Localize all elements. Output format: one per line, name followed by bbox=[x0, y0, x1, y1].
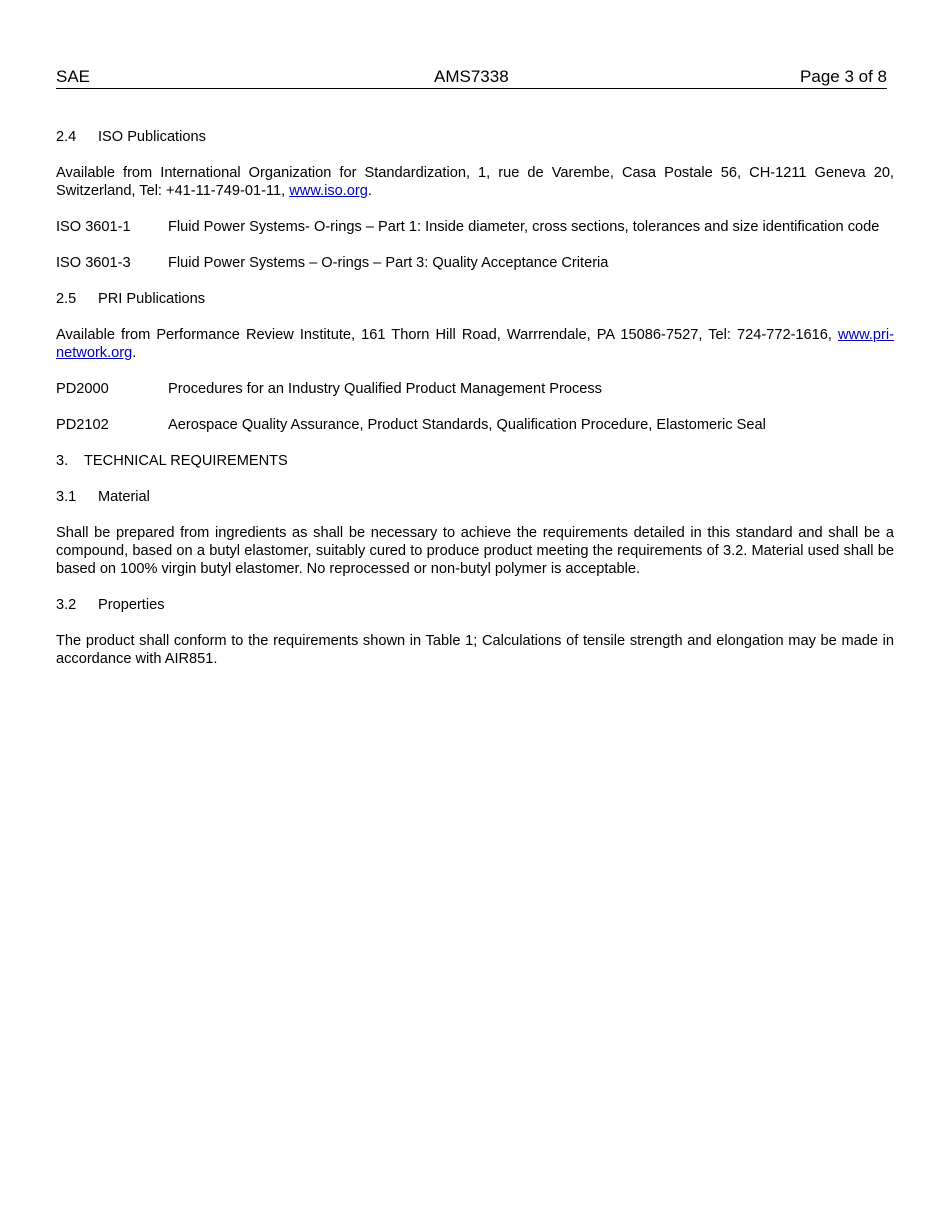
reference-description: Procedures for an Industry Qualified Product Management Process bbox=[168, 381, 602, 397]
reference-code: ISO 3601-1 bbox=[56, 219, 131, 235]
pri-intro-end: . bbox=[132, 345, 137, 361]
section-title: Material bbox=[98, 489, 150, 505]
reference-entry bbox=[56, 416, 894, 434]
reference-code: ISO 3601-3 bbox=[56, 255, 131, 271]
section-number: 3.2 bbox=[56, 597, 77, 613]
iso-website-link[interactable]: www.iso.org bbox=[289, 183, 368, 199]
section-heading-properties bbox=[56, 596, 894, 614]
header-org: SAE bbox=[56, 67, 91, 86]
reference-entry bbox=[56, 380, 894, 398]
page-header bbox=[56, 67, 887, 89]
material-paragraph: Shall be prepared from ingredients as shall be necessary to achieve the requirements detailed in this standard and shall be a compound, based on a butyl elastomer, suitably cured to produce product meeting the requirements of 3.2. Material used shall be based on 100% virgin butyl elastomer. No reprocessed or non-butyl polymer is acceptable. bbox=[56, 525, 894, 577]
section-heading-iso bbox=[56, 128, 894, 146]
section-title: TECHNICAL REQUIREMENTS bbox=[84, 453, 288, 469]
section-heading-pri bbox=[56, 290, 894, 308]
section-number: 3.1 bbox=[56, 489, 77, 505]
section-number: 2.4 bbox=[56, 129, 77, 145]
iso-intro-end: . bbox=[367, 183, 372, 199]
section-number: 3. bbox=[56, 453, 69, 469]
reference-description: Fluid Power Systems- O-rings – Part 1: Inside diameter, cross sections, tolerances and size identification code bbox=[168, 219, 880, 235]
section-title: PRI Publications bbox=[98, 291, 206, 307]
section-title: ISO Publications bbox=[98, 129, 206, 145]
header-doc-number: AMS7338 bbox=[434, 67, 509, 86]
properties-paragraph: The product shall conform to the requirements shown in Table 1; Calculations of tensile strength and elongation may be made in accordance with AIR851. bbox=[56, 633, 894, 667]
section-title: Properties bbox=[98, 597, 165, 613]
iso-availability-paragraph bbox=[56, 164, 894, 200]
pri-intro-text: Available from Performance Review Institute, 161 Thorn Hill Road, Warrrendale, PA 15086-7527, Tel: 724-772-1616, bbox=[56, 327, 839, 343]
reference-description: Fluid Power Systems – O-rings – Part 3: Quality Acceptance Criteria bbox=[168, 255, 609, 271]
reference-entry bbox=[56, 254, 894, 272]
section-heading-technical-requirements bbox=[56, 452, 894, 470]
reference-code: PD2102 bbox=[56, 417, 109, 433]
header-page-number: Page 3 of 8 bbox=[800, 67, 887, 86]
reference-entry bbox=[56, 218, 894, 236]
iso-intro-text: Available from International Organization for Standardization, 1, rue de Varembe, Casa Postale 56, CH-1211 Geneva 20, Switzerland, Tel: +41-11-749-01-11, bbox=[56, 165, 894, 199]
document-body bbox=[56, 128, 894, 686]
section-heading-material bbox=[56, 488, 894, 506]
reference-description: Aerospace Quality Assurance, Product Standards, Qualification Procedure, Elastomeric Seal bbox=[168, 417, 766, 433]
reference-code: PD2000 bbox=[56, 381, 109, 397]
pri-website-link[interactable]: www.pri-network.org bbox=[56, 327, 894, 361]
pri-availability-paragraph bbox=[56, 326, 894, 362]
section-number: 2.5 bbox=[56, 291, 77, 307]
